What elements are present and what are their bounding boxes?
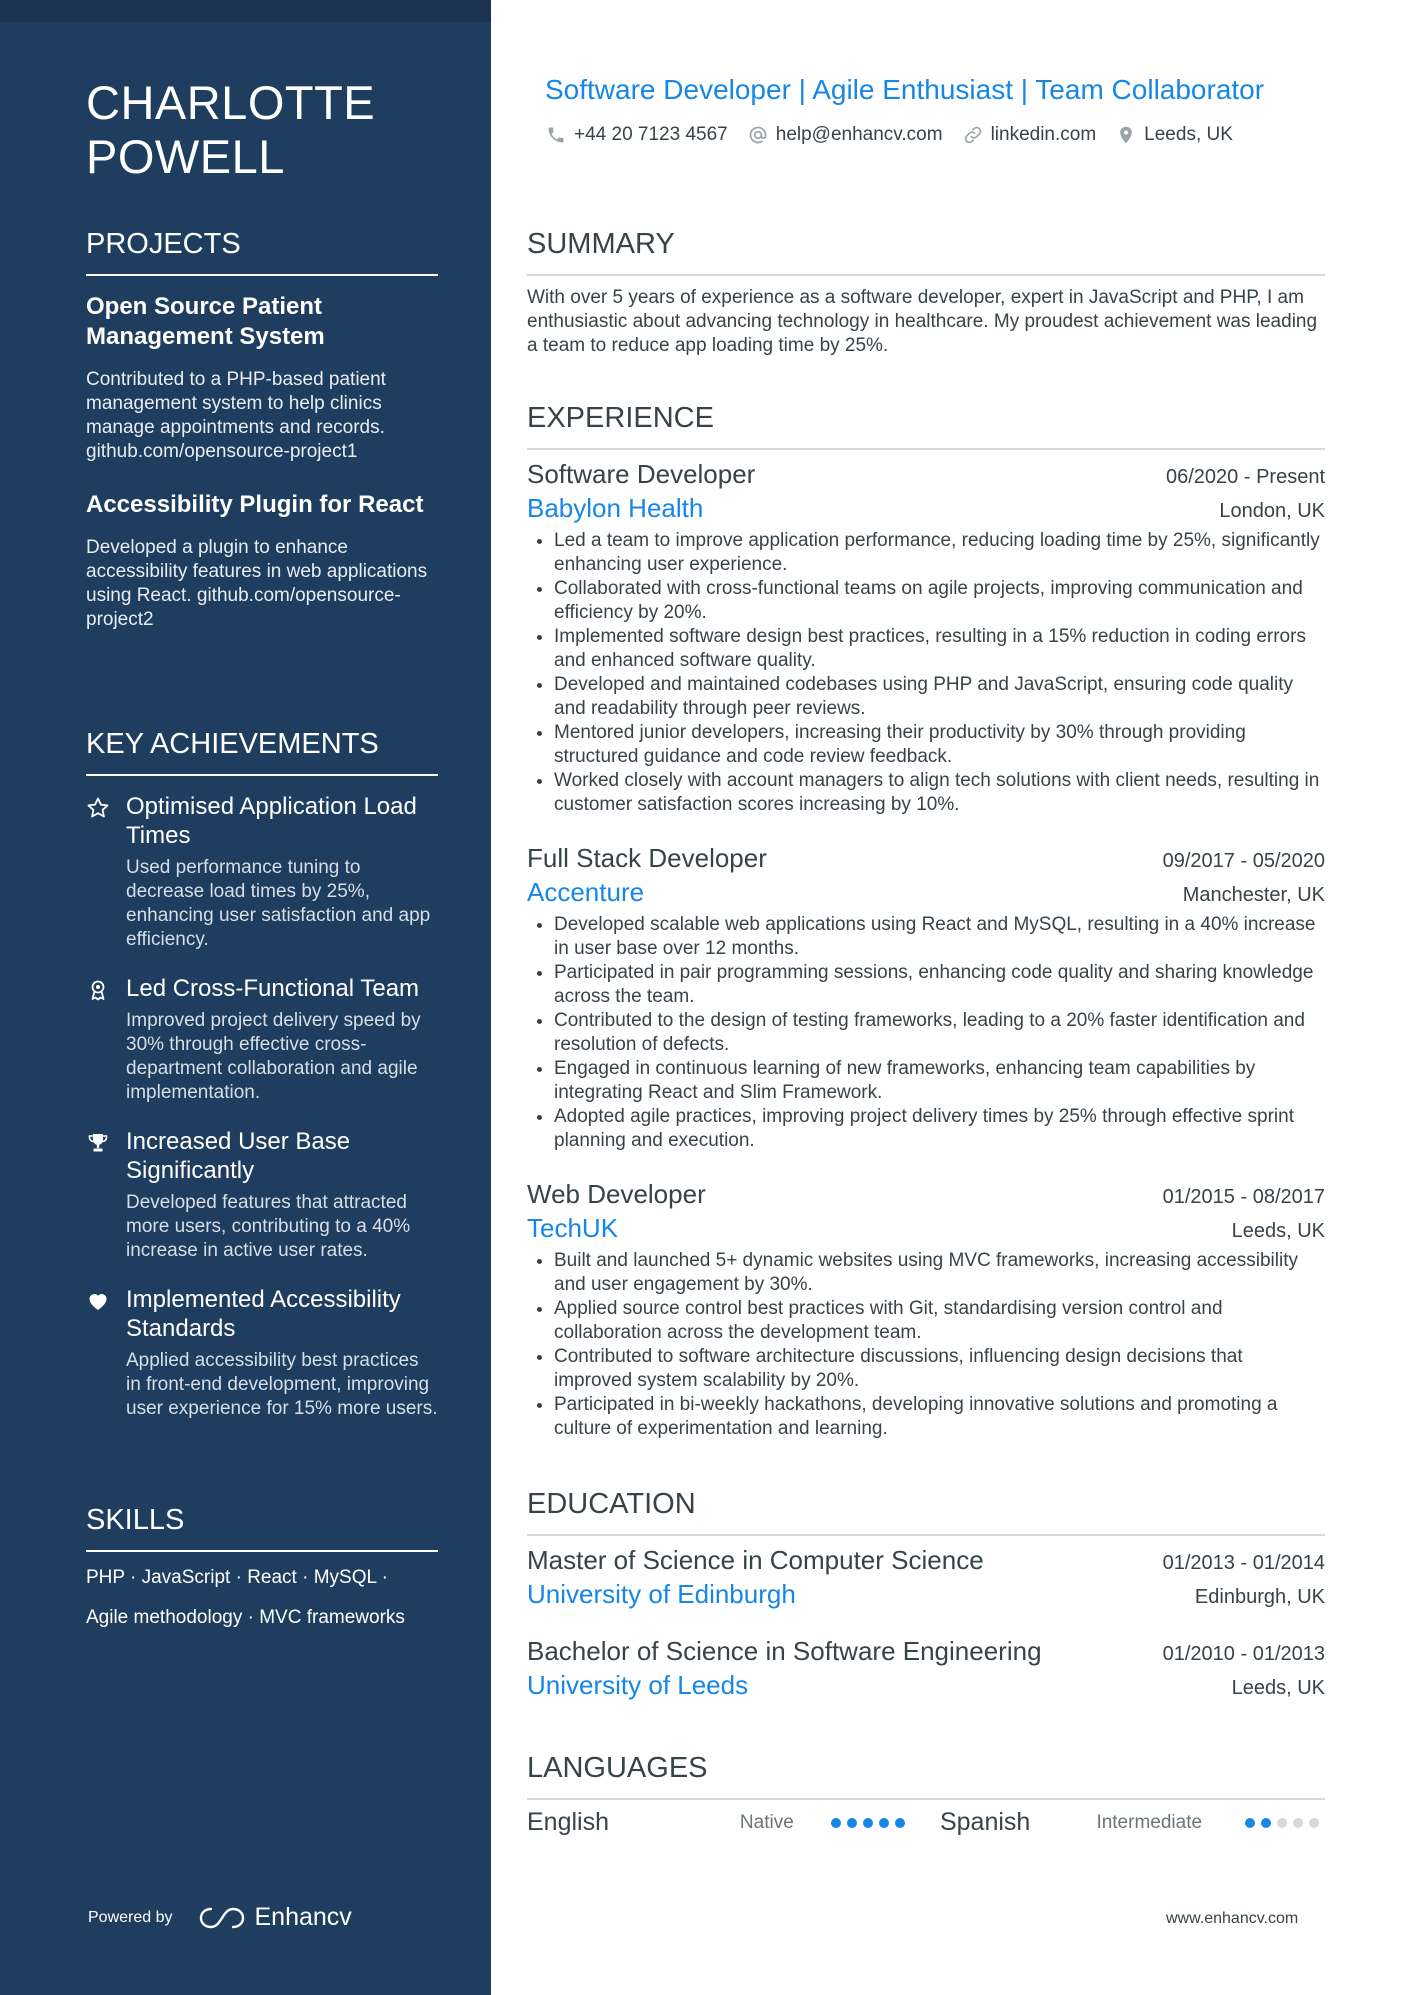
job-bullet: • Engaged in continuous learning of new frameworks, enhancing team capabilities by integrating React and Slim Framework.	[554, 1057, 1325, 1105]
achievement-title: Implemented Accessibility Standards	[126, 1286, 401, 1342]
company-name[interactable]: Babylon Health	[527, 493, 704, 523]
enhancv-logo-icon	[199, 1905, 245, 1931]
job-location: Manchester, UK	[1182, 884, 1325, 906]
job-bullet: • Adopted agile practices, improving project delivery times by 25% through effective sprint planning and execution.	[554, 1105, 1325, 1153]
education-entry	[527, 1543, 1325, 1611]
job-bullet: • Developed and maintained codebases using PHP and JavaScript, ensuring code quality and readability through peer reviews.	[554, 673, 1325, 721]
contact-email[interactable]	[748, 124, 943, 146]
languages-title: LANGUAGES	[527, 1750, 1325, 1800]
job-bullets	[527, 913, 1325, 1153]
job-bullets	[527, 1249, 1325, 1441]
tagline: Software Developer | Agile Enthusiast | Team Collaborator	[545, 74, 1265, 105]
summary-title: SUMMARY	[527, 226, 1325, 276]
job-location: London, UK	[1219, 500, 1325, 522]
achievement-description: Applied accessibility best practices in front-end development, improving user experience for 15% more users.	[126, 1350, 438, 1419]
achievement-title: Led Cross-Functional Team	[126, 975, 420, 1002]
contact-info	[546, 124, 1253, 146]
job-bullet: • Contributed to software architecture discussions, influencing design decisions that improved system scalability by 20%.	[554, 1345, 1325, 1393]
job-bullet: • Led a team to improve application performance, reducing loading time by 25%, significantly enhancing user experience.	[554, 529, 1325, 577]
education-dates: 01/2010 - 01/2013	[1162, 1643, 1325, 1665]
school-name[interactable]: University of Leeds	[527, 1670, 749, 1700]
achievement-description: Used performance tuning to decrease load times by 25%, enhancing user satisfaction and app efficiency.	[126, 857, 431, 950]
brand-logo[interactable]	[199, 1903, 352, 1932]
degree: Master of Science in Computer Science	[527, 1545, 984, 1575]
experience-title: EXPERIENCE	[527, 400, 1325, 450]
project-description: Contributed to a PHP-based patient management system to help clinics manage appointments and records. github.com/opensource-project1	[86, 369, 386, 462]
contact-location	[1116, 124, 1233, 146]
job-bullets	[527, 529, 1325, 817]
job-bullet: • Applied source control best practices with Git, standardising version control and collaboration across the development team.	[554, 1297, 1325, 1345]
skills-section	[86, 1502, 438, 1638]
project-title: Accessibility Plugin for React	[86, 491, 424, 518]
achievement-item	[86, 974, 438, 1105]
achievement-description: Improved project delivery speed by 30% through effective cross-department collaboration and agile implementation.	[126, 1010, 421, 1103]
trophy-icon	[86, 1131, 110, 1155]
job-title: Web Developer	[527, 1179, 706, 1209]
powered-by-label: Powered by	[88, 1908, 173, 1926]
job-bullet: • Mentored junior developers, increasing their productivity by 30% through providing structured guidance and code review feedback.	[554, 721, 1325, 769]
star-icon	[86, 796, 110, 820]
job-dates: 09/2017 - 05/2020	[1162, 850, 1325, 872]
location-text: Leeds, UK	[1144, 124, 1233, 145]
email-icon	[748, 125, 768, 145]
languages-list	[527, 1808, 1325, 1837]
education-title: EDUCATION	[527, 1486, 1325, 1536]
phone-text: +44 20 7123 4567	[574, 124, 728, 145]
achievement-description: Developed features that attracted more users, contributing to a 40% increase in active user rates.	[126, 1192, 411, 1261]
achievement-item	[86, 1285, 438, 1421]
location-icon	[1116, 125, 1136, 145]
linkedin-text: linkedin.com	[990, 124, 1097, 145]
job-bullet: • Collaborated with cross-functional teams on agile projects, improving communication and efficiency by 20%.	[554, 577, 1325, 625]
contact-phone[interactable]	[546, 124, 728, 146]
link-icon	[963, 125, 983, 145]
sidebar	[0, 0, 491, 1995]
job-bullet: • Built and launched 5+ dynamic websites using MVC frameworks, increasing accessibility and user engagement by 30%.	[554, 1249, 1325, 1297]
education-location: Leeds, UK	[1231, 1677, 1325, 1699]
achievement-item	[86, 792, 438, 952]
powered-by	[88, 1903, 352, 1932]
job-title: Full Stack Developer	[527, 843, 767, 873]
rating-dot-filled	[831, 1818, 841, 1828]
language-rating	[831, 1818, 940, 1828]
project-item	[86, 292, 438, 464]
job-bullet: • Implemented software design best practices, resulting in a 15% reduction in coding errors and enhanced software quality.	[554, 625, 1325, 673]
job-bullet: • Developed scalable web applications using React and MySQL, resulting in a 40% increase in user base over 12 months.	[554, 913, 1325, 961]
sidebar-top-bar	[0, 0, 491, 22]
job-dates: 06/2020 - Present	[1166, 466, 1325, 488]
brand-name: Enhancv	[254, 1903, 352, 1931]
education-entry	[527, 1634, 1325, 1702]
award-icon	[86, 978, 110, 1002]
language-name: Spanish	[939, 1808, 1031, 1836]
education-dates: 01/2013 - 01/2014	[1162, 1552, 1325, 1574]
language-rating	[1245, 1818, 1325, 1828]
email-text: help@enhancv.com	[775, 124, 943, 145]
rating-dot-filled	[1245, 1818, 1255, 1828]
rating-dot-filled	[847, 1818, 857, 1828]
phone-icon	[546, 125, 566, 145]
company-name[interactable]: Accenture	[527, 877, 645, 907]
achievement-item	[86, 1127, 438, 1263]
company-name[interactable]: TechUK	[527, 1213, 619, 1243]
language-level: Native	[739, 1811, 794, 1833]
language-level: Intermediate	[1096, 1811, 1203, 1833]
heart-icon	[86, 1289, 110, 1313]
project-item	[86, 490, 438, 632]
skills-line: Agile methodology · MVC frameworks	[86, 1607, 405, 1628]
achievement-title: Increased User Base Significantly	[126, 1128, 351, 1184]
rating-dot-filled	[863, 1818, 873, 1828]
job-entry	[527, 457, 1325, 817]
footer-url[interactable]: www.enhancv.com	[1166, 1910, 1299, 1927]
job-bullet: • Participated in bi-weekly hackathons, developing innovative solutions and promoting a culture of experimentation and learning.	[554, 1393, 1325, 1441]
job-location: Leeds, UK	[1231, 1220, 1325, 1242]
project-title: Open Source Patient Management System	[86, 293, 325, 350]
achievements-section	[86, 726, 438, 1443]
summary-text: With over 5 years of experience as a software developer, expert in JavaScript and PHP, I am enthusiastic about advancing technology in healthcare. My proudest achievement was leading a team to reduce app loading time by 25%.	[527, 287, 1318, 356]
projects-section	[86, 226, 438, 658]
job-dates: 01/2015 - 08/2017	[1162, 1186, 1325, 1208]
rating-dot-filled	[879, 1818, 889, 1828]
job-bullet: • Worked closely with account managers to align tech solutions with client needs, resulting in customer satisfaction scores increasing by 10%.	[554, 769, 1325, 817]
rating-dot-empty	[1277, 1818, 1287, 1828]
rating-dot-empty	[1309, 1818, 1319, 1828]
job-bullet: • Participated in pair programming sessions, enhancing code quality and sharing knowledge across the team.	[554, 961, 1325, 1009]
projects-title: PROJECTS	[86, 226, 438, 276]
contact-linkedin[interactable]	[963, 124, 1097, 146]
project-description: Developed a plugin to enhance accessibility features in web applications using React. github.com/opensource-project2	[86, 537, 428, 630]
degree: Bachelor of Science in Software Engineering	[527, 1636, 1042, 1666]
skills-title: SKILLS	[86, 1502, 438, 1552]
skills-line: PHP · JavaScript · React · MySQL ·	[86, 1567, 388, 1588]
candidate-name: CHARLOTTE POWELL	[86, 76, 376, 183]
language-name: English	[527, 1808, 609, 1836]
rating-dot-empty	[1293, 1818, 1303, 1828]
job-entry	[527, 841, 1325, 1153]
job-bullet: • Contributed to the design of testing frameworks, leading to a 20% faster identification and resolution of defects.	[554, 1009, 1325, 1057]
achievement-title: Optimised Application Load Times	[126, 793, 417, 849]
rating-dot-filled	[1261, 1818, 1271, 1828]
school-name[interactable]: University of Edinburgh	[527, 1579, 796, 1609]
achievements-title: KEY ACHIEVEMENTS	[86, 726, 438, 776]
rating-dot-filled	[895, 1818, 905, 1828]
job-entry	[527, 1177, 1325, 1441]
education-location: Edinburgh, UK	[1194, 1586, 1325, 1608]
job-title: Software Developer	[527, 459, 756, 489]
